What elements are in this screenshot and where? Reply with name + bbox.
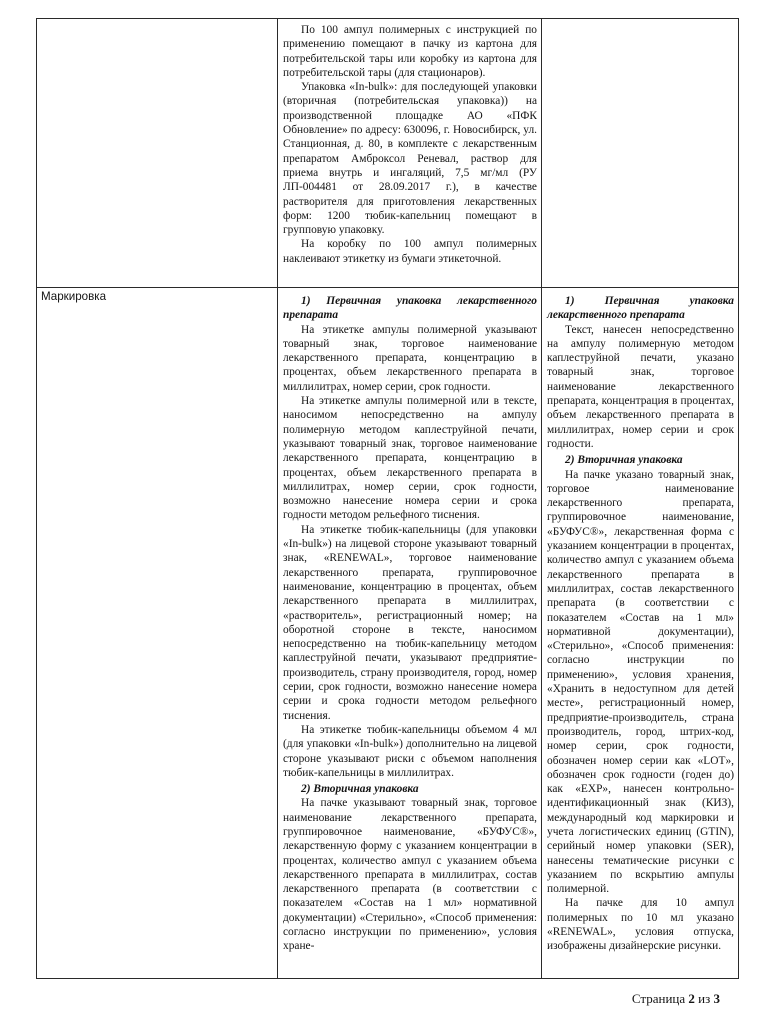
paragraph-group (547, 323, 734, 452)
paragraph: На пачке указывают товарный знак, торговое наименование лекарственного препарата, группировочное наименование, «БУФУС®», лекарственную форму с указанием концентрации в процентах, количество ампул с указанием объема лекарственного препарата в миллилитрах, состав лекарственного препарата (в соответствии с показателем «Состав на 1 мл» нормативной документации) «Стерильно», «Способ применения: согласно инструкции по применению», условия хране- (283, 797, 537, 953)
registration-table (36, 18, 739, 979)
cell-body (278, 19, 541, 268)
paragraph: На коробку по 100 ампул полимерных наклеивают этикетку из бумаги этикеточной. (283, 238, 537, 265)
paragraph-group (283, 796, 537, 953)
table-row (37, 288, 739, 979)
paragraph: Упаковка «In-bulk»: для последующей упаковки (вторичная (потребительская упаковка)) на производственной площадке АО «ПФК Обновление» по адресу: 630096, г. Новосибирск, ул. Станционная, д. 80, в комплекте с лекарственным препаратом Амброксол Реневал, раствор для приема внутрь и ингаляций, 7,5 мг/мл (РУ ЛП-004481 от 28.09.2017 г.), в качестве растворителя для приготовления лекарственных форм: 1200 тюбик-капельниц помещают в групповую упаковку. (283, 81, 537, 237)
page-total: 3 (713, 991, 720, 1006)
section-heading: 1) Первичная упаковка лекарственного препарата (283, 295, 537, 322)
row-label-cell (37, 288, 278, 979)
text-cell-col2 (278, 288, 542, 979)
paragraph: Текст, нанесен непосредственно на ампулу полимерную методом каплеструйной печати, указано товарный знак, торговое наименование лекарственного препарата, концентрация в процентах, объем лекарственного препарата в миллилитрах, номер серии и срок годности. (547, 323, 734, 450)
page-number: 2 (688, 991, 695, 1006)
paragraph: На пачке указано товарный знак, торговое наименование лекарственного препарата, группировочное наименование, «БУФУС®», лекарственная форма с указанием концентрации в процентах, количество ампул с указанием объема лекарственного препарата в миллилитрах, состав лекарственного препарата (в соответствии с показателем «Состав на 1 мл» нормативной документации), «Стерильно», «Способ применения: согласно инструкции по применению», условия хранения, «Хранить в недоступном для детей месте», регистрационный номер, предприятие-производитель, страна производитель, город, штрих-код, номер серии, срок годности, обозначен номер серии как «LOT», обозначен срок годности (годен до) как «EXP», нанесен контрольно-идентификационный знак (КИЗ), международный код маркировки и учета логистических единиц (GTIN), серийный номер упаковки (SER), нанесены тематические рисунки с указанием по вскрытию ампулы полимерной. (547, 468, 734, 896)
text-cell-col3 (542, 19, 739, 288)
page-footer (632, 991, 720, 1007)
paragraph-group (547, 468, 734, 954)
row-label-cell (37, 19, 278, 288)
text-cell-col2 (278, 19, 542, 288)
paragraph-group (283, 323, 537, 781)
text-cell-col3 (542, 288, 739, 979)
paragraph: На пачке для 10 ампул полимерных по 10 мл указано «RENEWAL», условия отпуска, изображены дизайнерские рисунки. (547, 897, 734, 953)
section-heading: 2) Вторичная упаковка (301, 783, 419, 796)
paragraph: На этикетке ампулы полимерной или в тексте, наносимом непосредственно на ампулу полимерную методом каплеструйной печати, указывают товарный знак, торговое наименование лекарственного препарата, концентрацию в процентах, объем лекарственного препарата в миллилитрах, номер серии, срок годности, возможно нанесение номера серии и срока годности методом рельефного тиснения. (283, 395, 537, 522)
cell-body (542, 19, 738, 25)
paragraph: На этикетке ампулы полимерной указывают товарный знак, торговое наименование лекарственного препарата, концентрацию в процентах, объем лекарственного препарата в миллилитрах, номер серии, срок годности. (283, 323, 537, 393)
paragraph: На этикетке тюбик-капельницы (для упаковки «In-bulk») на лицевой стороне указывают товарный знак, «RENEWAL», торговое наименование лекарственного препарата, группировочное наименование, концентрацию в процентах, объем лекарственного препарата в миллилитрах, «растворитель», регистрационный номер; на оборотной стороне в тексте, наносимом непосредственно на тюбик-капельницу методом каплеструйной печати, указывают предприятие-производитель, страну производителя, город, номер серии, срок годности, возможно нанесение номера серии и срока годности методом рельефного тиснения. (283, 523, 537, 722)
section-heading: 2) Вторичная упаковка (565, 454, 683, 467)
paragraph: На этикетке тюбик-капельницы объемом 4 мл (для упаковки «In-bulk») дополнительно на лицевой стороне указывают риски с объемом наполнения тюбик-капельницы в миллилитрах. (283, 723, 537, 779)
table-row (37, 19, 739, 288)
cell-body (278, 288, 541, 956)
page-label: Страница (631, 991, 686, 1006)
section-heading: 1) Первичная упаковка лекарственного препарата (547, 295, 734, 322)
cell-body (542, 288, 738, 956)
page-of-label: из (698, 991, 711, 1006)
row-label: Маркировка (41, 290, 107, 303)
paragraph: По 100 ампул полимерных с инструкцией по применению помещают в пачку из картона для потребительской тары или коробку из картона для потребительской тары (для стационаров). (283, 24, 537, 79)
